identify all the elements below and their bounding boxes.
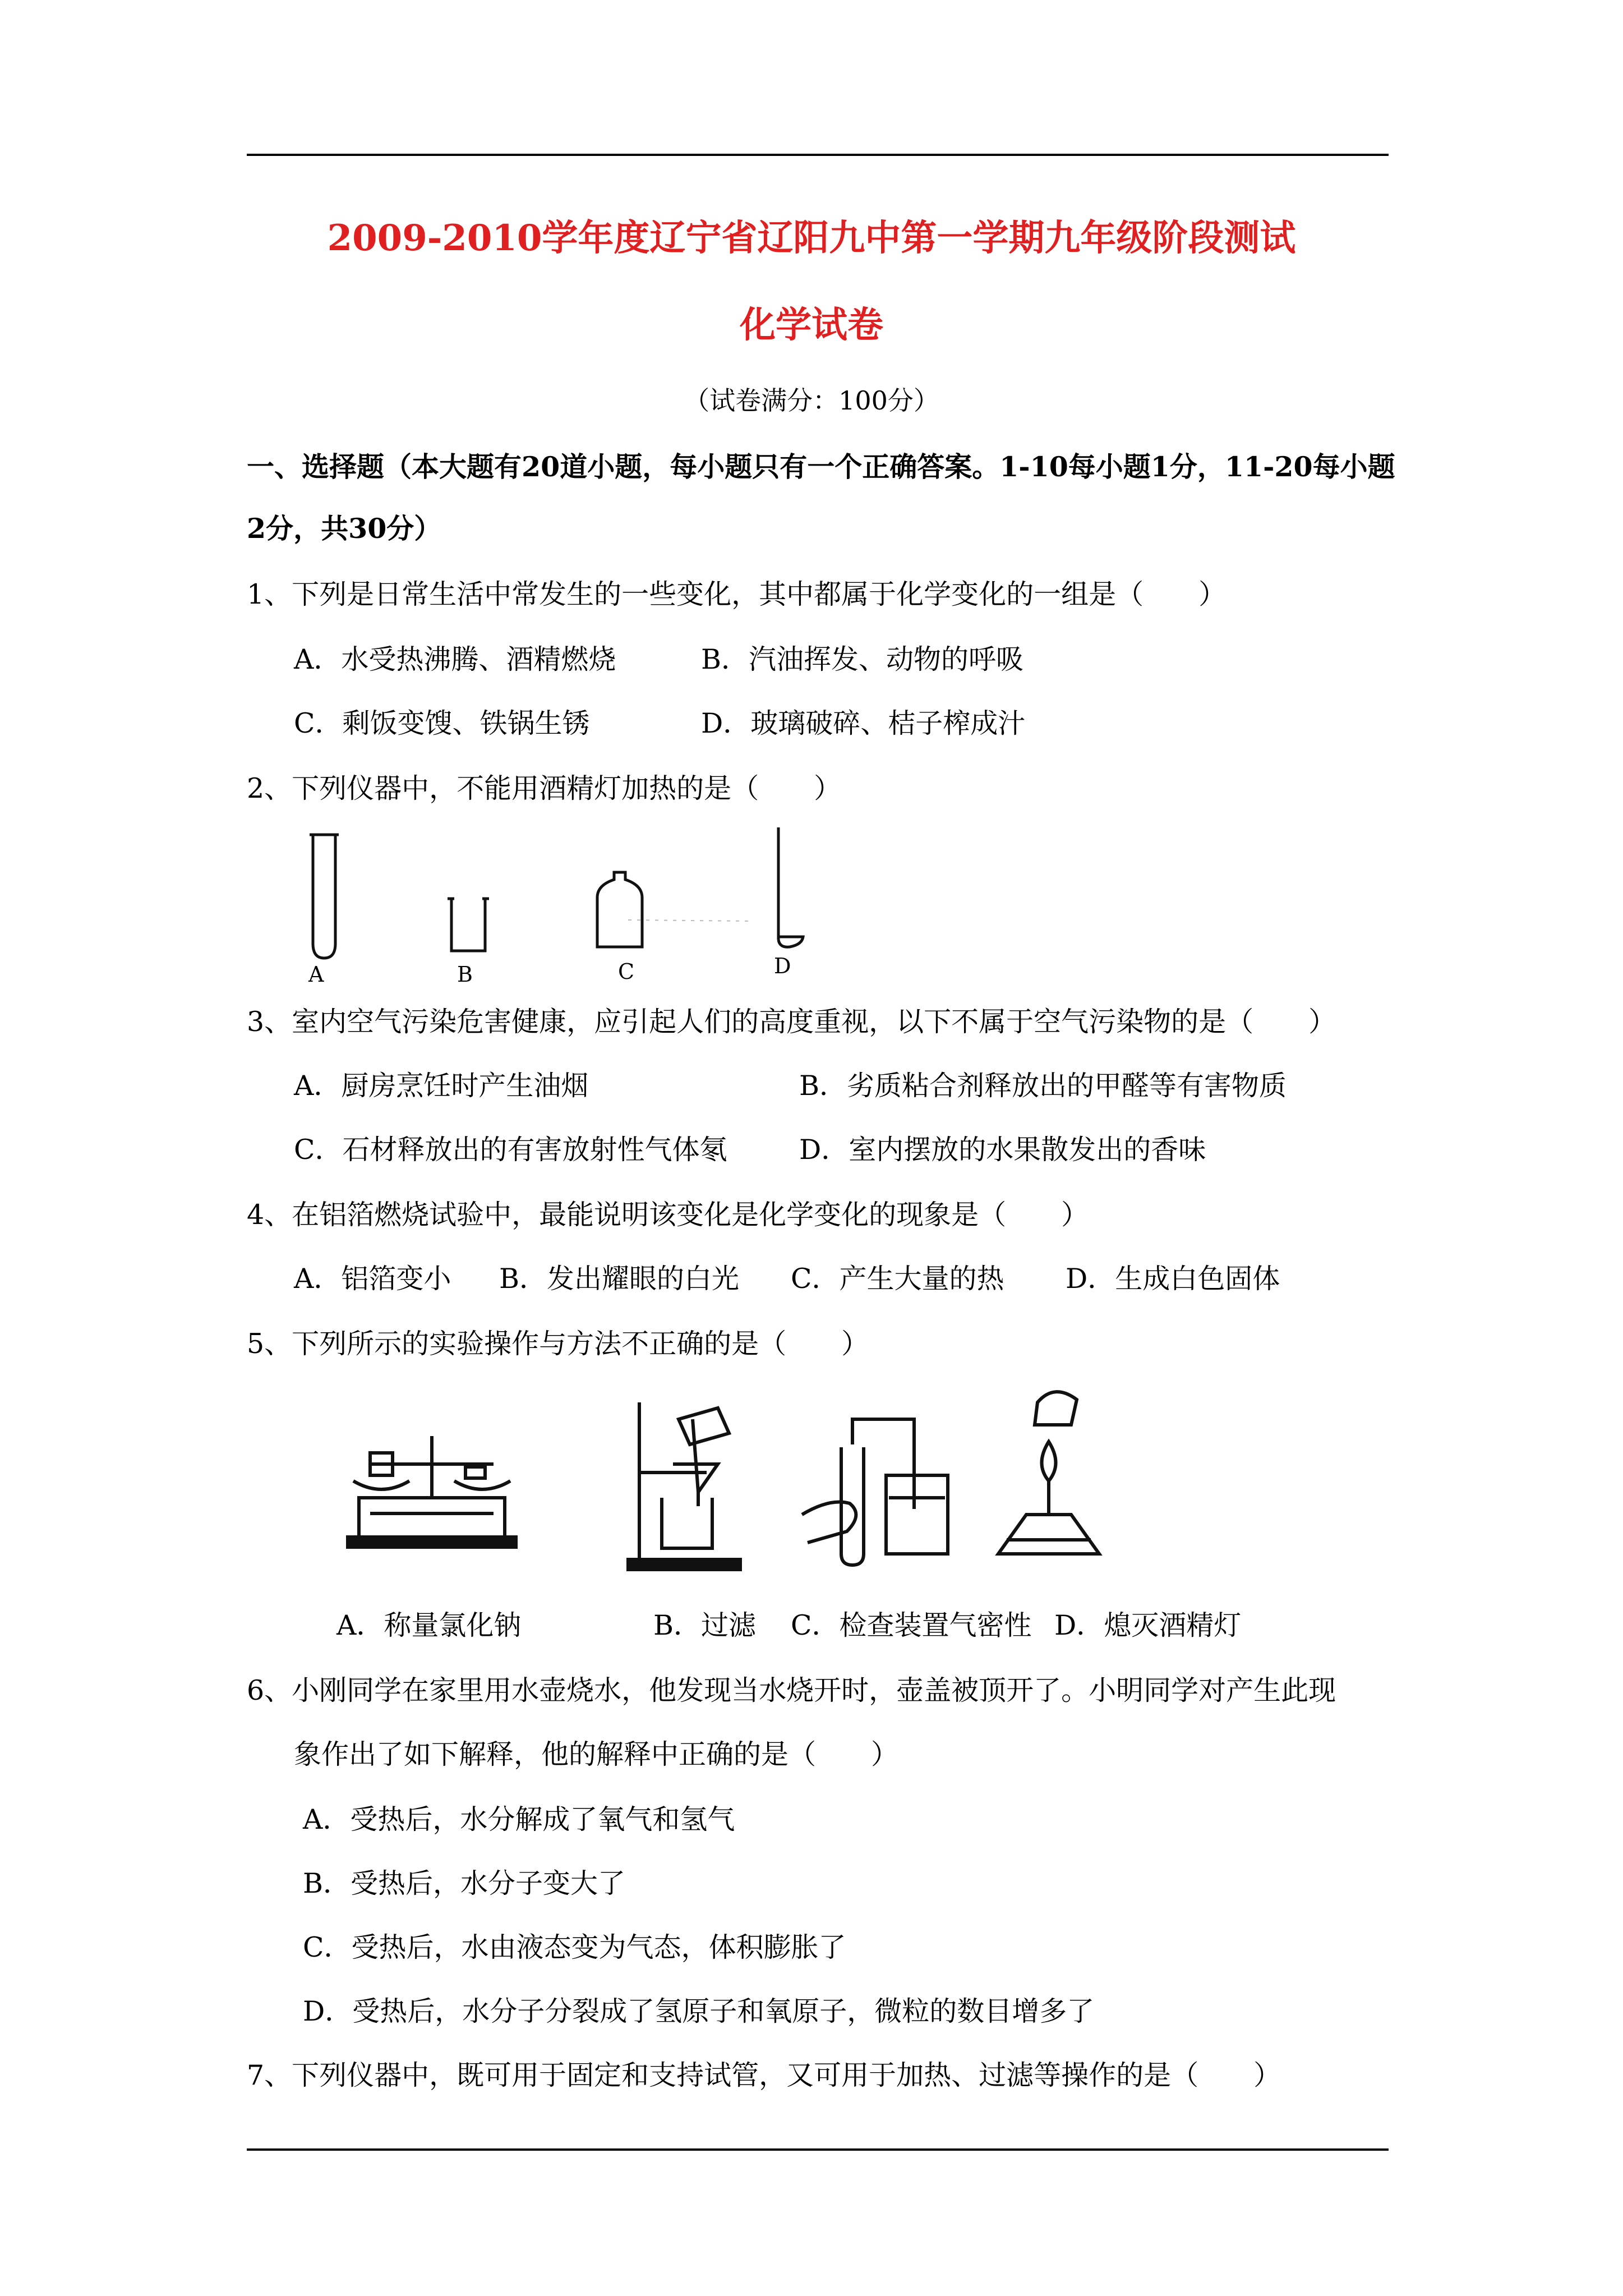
q6-option-b: B．受热后，水分子变大了 — [303, 1867, 626, 1899]
q3-option-b: B．劣质粘合剂释放出的甲醛等有害物质 — [799, 1070, 1287, 1102]
q6-stem-cont: 象作出了如下解释，他的解释中正确的是（ ） — [294, 1738, 899, 1770]
page-subtitle: 化学试卷 — [740, 304, 883, 346]
q4-stem: 4、在铝箔燃烧试验中，最能说明该变化是化学变化的现象是（ ） — [247, 1199, 1089, 1231]
q6-stem: 6、小刚同学在家里用水壶烧水，他发现当水烧开时，壶盖被顶开了。小明同学对产生此现 — [247, 1674, 1336, 1706]
q1-option-b: B．汽油挥发、动物的呼吸 — [701, 643, 1024, 675]
q5-operations-figure — [325, 1386, 1110, 1571]
section-heading: 一、选择题（本大题有20道小题，每小题只有一个正确答案。1-10每小题1分，11-20每小题 — [247, 450, 1395, 483]
q3-option-c: C．石材释放出的有害放射性气体氡 — [294, 1134, 727, 1166]
q1-option-c: C．剩饭变馊、铁锅生锈 — [294, 707, 590, 739]
filtration-icon — [628, 1402, 740, 1570]
gas-bottle-icon — [597, 872, 642, 947]
q4-option-a: A．铝箔变小 — [294, 1263, 451, 1295]
q2-label-d: D — [774, 954, 791, 978]
q5-option-d: D．熄灭酒精灯 — [1054, 1609, 1242, 1641]
q7-stem: 7、下列仪器中，既可用于固定和支持试管，又可用于加热、过滤等操作的是（ ） — [247, 2059, 1281, 2091]
q2-stem: 2、下列仪器中，不能用酒精灯加热的是（ ） — [247, 772, 842, 804]
q2-apparatus-figure — [292, 825, 852, 987]
q6-option-a: A．受热后，水分解成了氧气和氢气 — [303, 1803, 735, 1835]
beaker-icon — [448, 899, 489, 951]
q3-option-d: D．室内摆放的水果散发出的香味 — [799, 1134, 1206, 1166]
header-rule — [247, 154, 1389, 156]
q5-option-c: C．检查装置气密性 — [791, 1609, 1032, 1641]
balance-icon — [348, 1436, 516, 1547]
score-note: （试卷满分：100分） — [684, 385, 939, 416]
q4-option-d: D．生成白色固体 — [1066, 1263, 1280, 1295]
q2-label-a: A — [308, 962, 324, 987]
alcohol-lamp-extinguish-icon — [998, 1392, 1099, 1554]
q5-option-b: B．过滤 — [653, 1609, 757, 1641]
q5-stem: 5、下列所示的实验操作与方法不正确的是（ ） — [247, 1328, 869, 1360]
q1-option-d: D．玻璃破碎、桔子榨成汁 — [701, 707, 1026, 739]
section-heading-cont: 2分，共30分） — [247, 512, 442, 545]
q4-option-c: C．产生大量的热 — [791, 1263, 1004, 1295]
footer-rule — [247, 2148, 1389, 2151]
q5-option-a: A．称量氯化钠 — [336, 1609, 522, 1641]
test-tube-icon — [310, 835, 339, 958]
q1-stem: 1、下列是日常生活中常发生的一些变化，其中都属于化学变化的一组是（ ） — [247, 578, 1227, 610]
q6-option-c: C．受热后，水由液态变为气态，体积膨胀了 — [303, 1931, 846, 1963]
q2-label-b: B — [457, 962, 473, 987]
q6-option-d: D．受热后，水分子分裂成了氢原子和氧原子，微粒的数目增多了 — [303, 1995, 1095, 2027]
page-title: 2009-2010学年度辽宁省辽阳九中第一学期九年级阶段测试 — [327, 217, 1296, 259]
combustion-spoon-icon — [778, 827, 803, 947]
q1-option-a: A．水受热沸腾、酒精燃烧 — [294, 643, 616, 675]
q2-label-c: C — [618, 959, 635, 984]
q4-option-b: B．发出耀眼的白光 — [499, 1263, 740, 1295]
airtightness-check-icon — [802, 1419, 948, 1565]
q3-stem: 3、室内空气污染危害健康，应引起人们的高度重视，以下不属于空气污染物的是（ ） — [247, 1006, 1336, 1038]
q3-option-a: A．厨房烹饪时产生油烟 — [294, 1070, 589, 1102]
